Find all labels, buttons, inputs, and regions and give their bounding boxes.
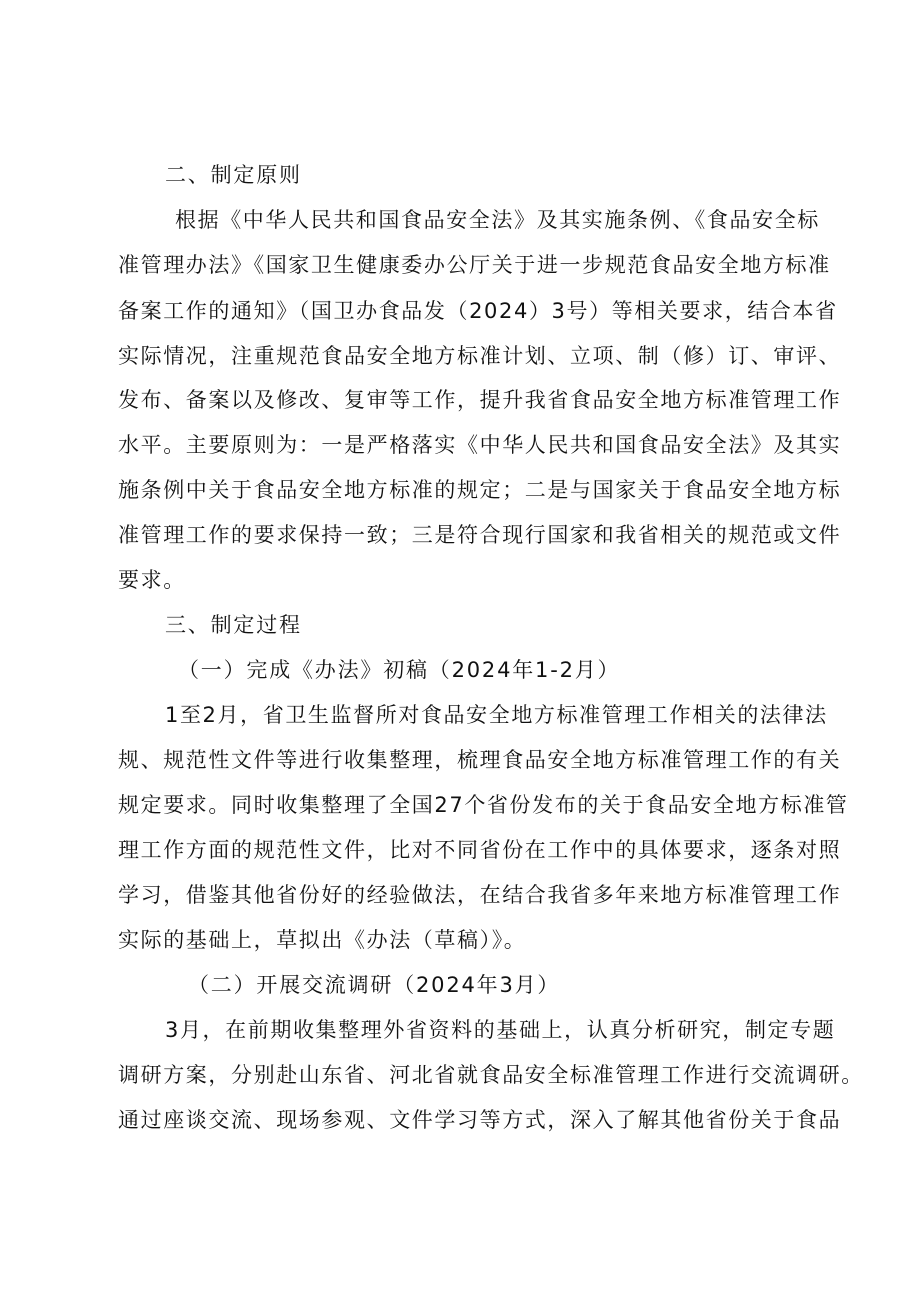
section-2-line-3: 备案工作的通知》（国卫办食品发（2024）3号）等相关要求，结合本省 [118, 299, 838, 323]
subsection-1-line-6: 实际的基础上，草拟出《办法（草稿）》。 [118, 928, 527, 952]
section-2-line-2: 准管理办法》《国家卫生健康委办公厅关于进一步规范食品安全地方标准 [118, 253, 831, 277]
section-2-line-6: 水平。主要原则为：一是严格落实《中华人民共和国食品安全法》及其实 [118, 433, 842, 457]
subsection-2-line-3: 通过座谈交流、现场参观、文件学习等方式，深入了解其他省份关于食品 [118, 1108, 842, 1132]
section-2-line-1: 根据《中华人民共和国食品安全法》及其实施条例、《食品安全标 [175, 208, 820, 232]
section-2-line-8: 准管理工作的要求保持一致；三是符合现行国家和我省相关的规范或文件 [118, 523, 842, 547]
subsection-1-line-2: 规、规范性文件等进行收集整理，梳理食品安全地方标准管理工作的有关 [118, 748, 842, 772]
section-2-line-9: 要求。 [118, 568, 186, 592]
subsection-1-line-1: 1至2月，省卫生监督所对食品安全地方标准管理工作相关的法律法 [165, 703, 828, 727]
subsection-1-line-3: 规定要求。同时收集整理了全国27个省份发布的关于食品安全地方标准管 [118, 793, 849, 817]
subsection-1-line-5: 学习，借鉴其他省份好的经验做法，在结合我省多年来地方标准管理工作 [118, 883, 842, 907]
section-2-line-4: 实际情况，注重规范食品安全地方标准计划、立项、制（修）订、审评、 [118, 344, 842, 368]
subsection-2-line-1: 3月，在前期收集整理外省资料的基础上，认真分析研究，制定专题 [165, 1018, 836, 1042]
section-3-heading: 三、制定过程 [165, 613, 302, 637]
subsection-2-heading: （二）开展交流调研（2024年3月） [188, 973, 561, 997]
section-2-heading: 二、制定原则 [165, 163, 302, 187]
section-2-line-5: 发布、备案以及修改、复审等工作，提升我省食品安全地方标准管理工作 [118, 388, 842, 412]
subsection-1-heading: （一）完成《办法》初稿（2024年1-2月） [178, 658, 621, 682]
subsection-2-line-2: 调研方案，分别赴山东省、河北省就食品安全标准管理工作进行交流调研。 [118, 1063, 864, 1087]
section-2-line-7: 施条例中关于食品安全地方标准的规定；二是与国家关于食品安全地方标 [118, 478, 842, 502]
subsection-1-line-4: 理工作方面的规范性文件，比对不同省份在工作中的具体要求，逐条对照 [118, 838, 842, 862]
